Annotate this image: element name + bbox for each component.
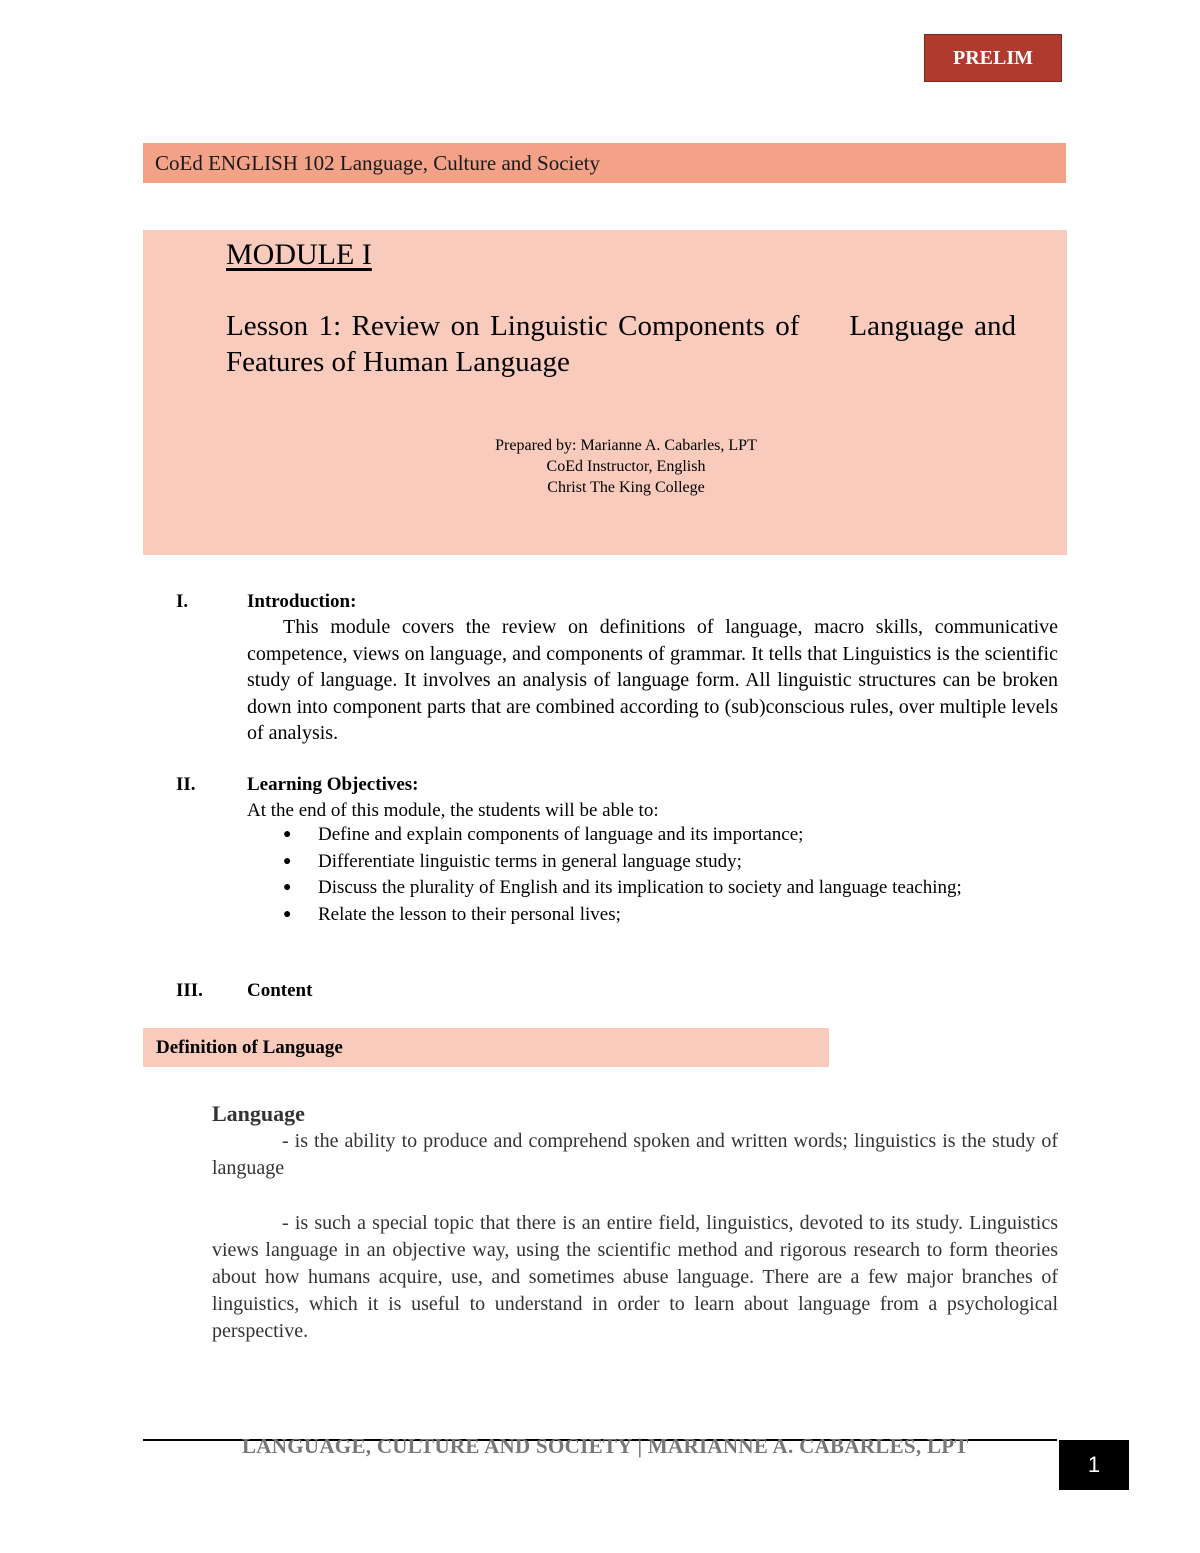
- school-name: Christ The King College: [547, 479, 705, 496]
- course-title-bar: [143, 143, 1066, 183]
- prepared-by: Prepared by: Marianne A. Cabarles, LPT: [495, 437, 757, 454]
- list-item: ● Differentiate linguistic terms in general language study;: [247, 849, 962, 876]
- lesson-title-part2: Language and Features of Human Language: [226, 310, 1017, 378]
- objectives-list: [247, 822, 962, 928]
- lesson-title: [226, 308, 1016, 380]
- course-title: CoEd ENGLISH 102 Language, Culture and Society: [155, 150, 600, 175]
- section-numeral-content: III.: [176, 980, 203, 1001]
- intro-body: This module covers the review on definitions of language, macro skills, communicative competence, views on language, and components of grammar. It tells that Linguistics is the scientific study of language. It involves an analysis of language form. All linguistic structures can be broken down into component parts that are combined according to (sub)conscious rules, over multiple levels of analysis.: [247, 616, 1058, 744]
- prelim-badge: PRELIM: [924, 34, 1062, 82]
- section-numeral-intro: I.: [176, 591, 189, 612]
- prepared-by-block: [143, 435, 1109, 498]
- section-numeral-objectives: II.: [176, 774, 196, 795]
- footer-text: LANGUAGE, CULTURE AND SOCIETY | MARIANNE A. CABARLES, LPT: [242, 1434, 969, 1458]
- instructor-position: CoEd Instructor, English: [546, 458, 706, 475]
- page-number: 1: [1059, 1440, 1129, 1490]
- objectives-intro: At the end of this module, the students will be able to:: [247, 800, 659, 821]
- section-heading-intro: Introduction:: [247, 591, 357, 612]
- definition-bar: [143, 1028, 829, 1067]
- bullet-icon: ●: [283, 853, 292, 869]
- list-item: ● Define and explain components of language and its importance;: [247, 822, 962, 849]
- term-heading: Language: [212, 1101, 305, 1126]
- bullet-icon: ●: [283, 827, 292, 842]
- module-title: MODULE I: [226, 238, 372, 271]
- definition-bar-label: Definition of Language: [156, 1036, 343, 1058]
- list-item: ● Discuss the plurality of English and its implication to society and language teaching;: [247, 875, 962, 902]
- bullet-icon: ●: [283, 906, 292, 922]
- bullet-icon: ●: [283, 880, 292, 895]
- section-heading-objectives: Learning Objectives:: [247, 774, 419, 795]
- definition-paragraph-2: - is such a special topic that there is an entire field, linguistics, devoted to its study. Linguistics views language in an objective way, using the scientific method and rigorous research to form theories about how humans acquire, use, and sometimes abuse language. There are a few major branches of linguistics, which it is useful to understand in order to learn about language from a psychological perspective.: [212, 1212, 1058, 1342]
- definition-paragraph-1: - is the ability to produce and comprehend spoken and written words; linguistics is the study of language: [212, 1130, 1058, 1179]
- intro-paragraph: [247, 614, 1058, 747]
- section-heading-content: Content: [247, 980, 313, 1001]
- module-header-box: [143, 230, 1067, 555]
- list-item: ● Relate the lesson to their personal lives;: [247, 902, 962, 929]
- lesson-title-part1: Lesson 1: Review on Linguistic Components of: [226, 310, 800, 342]
